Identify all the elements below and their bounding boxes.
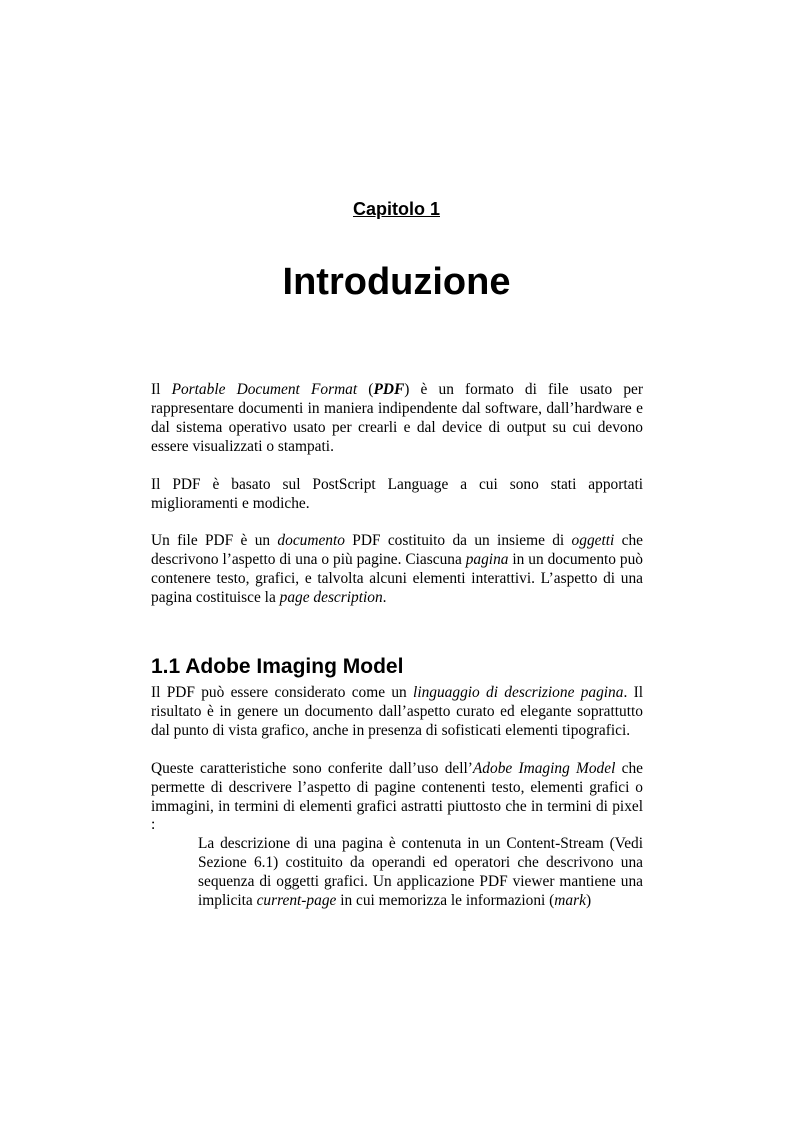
section-paragraph-2: Queste caratteristiche sono conferite dall’uso dell’Adobe Imaging Model che permette di descrivere l’aspetto di pagine contenenti testo, elementi grafici o immagini, in termini di elementi grafici astratti piuttosto che in termini di pixel : xyxy=(151,759,643,834)
section-title: 1.1 Adobe Imaging Model xyxy=(151,655,404,678)
chapter-title: Introduzione xyxy=(282,261,511,303)
section-paragraph-3: La descrizione di una pagina è contenuta in un Content-Stream (Vedi Sezione 6.1) costituito da operandi ed operatori che descrivono una sequenza di oggetti grafici. Un applicazione PDF viewer mantiene una implicita current-page in cui memorizza le informazioni (mark) xyxy=(198,835,643,910)
chapter-label: Capitolo 1 xyxy=(352,199,440,219)
intro-paragraph-2: Il PDF è basato sul PostScript Language a cui sono stati apportati miglioramenti e modiche. xyxy=(151,475,643,512)
intro-paragraph-1: Il Portable Document Format (PDF) è un formato di file usato per rappresentare documenti in maniera indipendente dal software, dall’hardware e dal sistema operativo usato per crearli e dal device di output su cui devono essere visualizzati o stampati. xyxy=(151,381,643,455)
section-body xyxy=(151,684,643,911)
section-paragraph-1: Il PDF può essere considerato come un linguaggio di descrizione pagina. Il risultato è in genere un documento dall’aspetto curato ed elegante soprattutto dal punto di vista grafico, anche in presenza di sofisticati elementi tipografici. xyxy=(151,684,643,739)
intro-body xyxy=(151,381,643,627)
intro-paragraph-3: Un file PDF è un documento PDF costituito da un insieme di oggetti che descrivono l’aspetto di una o più pagine. Ciascuna pagina in un documento può contenere testo, grafici, e talvolta alcuni elementi interattivi. L’aspetto di una pagina costituisce la page description. xyxy=(151,532,643,607)
